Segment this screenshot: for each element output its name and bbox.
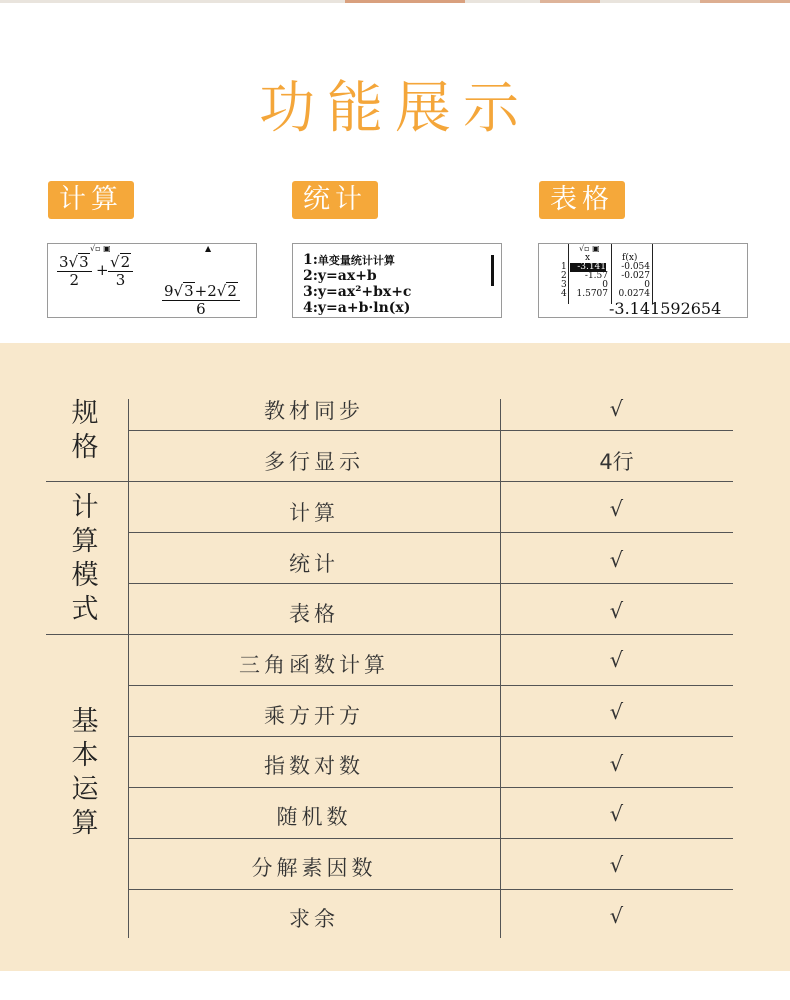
value-cell: √ — [609, 548, 624, 572]
top-decor-accent — [540, 0, 600, 3]
cell-fx: -0.054 — [621, 262, 650, 272]
line-number: 3: — [303, 284, 318, 300]
feature-cell: 计算 — [289, 501, 339, 525]
fraction-term-2: $\frac{√2}{3}$ — [108, 253, 133, 289]
table-divider — [568, 244, 569, 304]
stat-menu-line — [303, 284, 411, 300]
mode-badge-stat: 统计 — [292, 181, 378, 219]
value-cell: √ — [609, 904, 624, 928]
feature-cell: 乘方开方 — [264, 704, 364, 728]
radicand: 3 — [184, 282, 194, 300]
line-text: 单变量统计计算 — [317, 254, 395, 267]
feature-cell: 指数对数 — [264, 754, 364, 778]
coef: 3 — [59, 253, 69, 271]
cell-fx: -0.027 — [621, 271, 650, 281]
bottom-strip — [0, 971, 790, 1000]
screen-indicator: √▫ ▣ — [90, 244, 111, 253]
page-title: 功能展示 — [259, 76, 531, 141]
column-header-fx: f(x) — [622, 253, 638, 263]
category-char: 模 — [71, 560, 99, 591]
row-index: 2 — [561, 271, 567, 281]
line-number: 4: — [303, 300, 318, 316]
table-screen — [538, 243, 748, 318]
screen-indicator: √▫ ▣ — [579, 244, 600, 253]
row-index: 4 — [561, 289, 567, 299]
row-index: 1 — [561, 262, 567, 272]
radicand: 3 — [79, 253, 89, 271]
cell-x: 0 — [602, 280, 608, 290]
value-cell: √ — [609, 648, 624, 672]
value-cell: √ — [609, 700, 624, 724]
category-char: 算 — [71, 808, 99, 839]
denominator: 3 — [115, 271, 126, 289]
feature-cell: 多行显示 — [264, 450, 364, 474]
line-number: 1: — [303, 252, 318, 268]
plus-term: +2 — [194, 282, 217, 300]
denominator: 6 — [196, 300, 206, 318]
cell-fx: 0 — [644, 280, 650, 290]
cell-x: -1.57 — [584, 271, 608, 281]
value-cell: √ — [609, 752, 624, 776]
stat-menu-line — [303, 300, 410, 316]
table-result: -3.141592654 — [609, 299, 722, 318]
denominator: 2 — [69, 271, 80, 289]
feature-cell: 三角函数计算 — [239, 653, 389, 677]
row-index: 3 — [561, 280, 567, 290]
feature-cell: 表格 — [289, 602, 339, 626]
cell-fx: 0.0274 — [618, 289, 650, 299]
cell-x: 1.5707 — [576, 289, 608, 299]
value-cell: √ — [609, 397, 624, 421]
calc-screen — [47, 243, 257, 318]
category-char: 式 — [71, 594, 99, 625]
text-cursor — [491, 255, 494, 286]
category-spec — [46, 397, 124, 465]
plus-sign: + — [96, 261, 109, 279]
stat-screen — [292, 243, 502, 318]
radicand: 2 — [227, 282, 237, 300]
category-char: 格 — [71, 432, 99, 463]
value-cell: √ — [609, 497, 624, 521]
stat-menu-line — [303, 268, 377, 284]
fraction-term-1: $\frac{3√3}{2}$ — [57, 253, 92, 289]
table-divider — [652, 244, 653, 304]
top-decor-strip — [0, 0, 790, 3]
feature-cell: 统计 — [289, 552, 339, 576]
feature-cell: 分解素因数 — [251, 856, 377, 880]
top-decor-accent — [345, 0, 465, 3]
feature-cell: 求余 — [289, 907, 339, 931]
coef: 9 — [164, 282, 174, 300]
line-text: y=a+b·ln(x) — [317, 300, 411, 316]
value-cell: 4行 — [599, 450, 634, 474]
category-char: 运 — [71, 774, 99, 805]
feature-cell: 教材同步 — [264, 399, 364, 423]
category-char: 基 — [71, 706, 99, 737]
value-cell: √ — [609, 853, 624, 877]
category-calc-mode — [46, 491, 124, 627]
line-number: 2: — [303, 268, 318, 284]
category-char: 规 — [71, 398, 99, 429]
radicand: 2 — [120, 253, 131, 271]
table-divider — [611, 244, 612, 304]
category-char: 计 — [71, 492, 99, 523]
line-text: y=ax+b — [317, 268, 377, 284]
top-decor-accent — [700, 0, 790, 3]
column-header-x: x — [585, 253, 591, 263]
value-cell: √ — [609, 802, 624, 826]
mode-badge-calc: 计算 — [48, 181, 134, 219]
category-char: 算 — [71, 526, 99, 557]
category-char: 本 — [71, 740, 99, 771]
value-cell: √ — [609, 599, 624, 623]
mode-badge-table: 表格 — [539, 181, 625, 219]
cell-x-selected: -3.141 — [570, 263, 606, 272]
feature-cell: 随机数 — [276, 805, 352, 829]
scroll-up-arrow-icon: ▲ — [205, 244, 212, 253]
line-text: y=ax²+bx+c — [317, 284, 412, 300]
stat-menu-line — [303, 252, 395, 269]
calc-result: $\frac{9√3+2√2}{6}$ — [162, 282, 240, 318]
category-basic-ops — [46, 705, 124, 841]
